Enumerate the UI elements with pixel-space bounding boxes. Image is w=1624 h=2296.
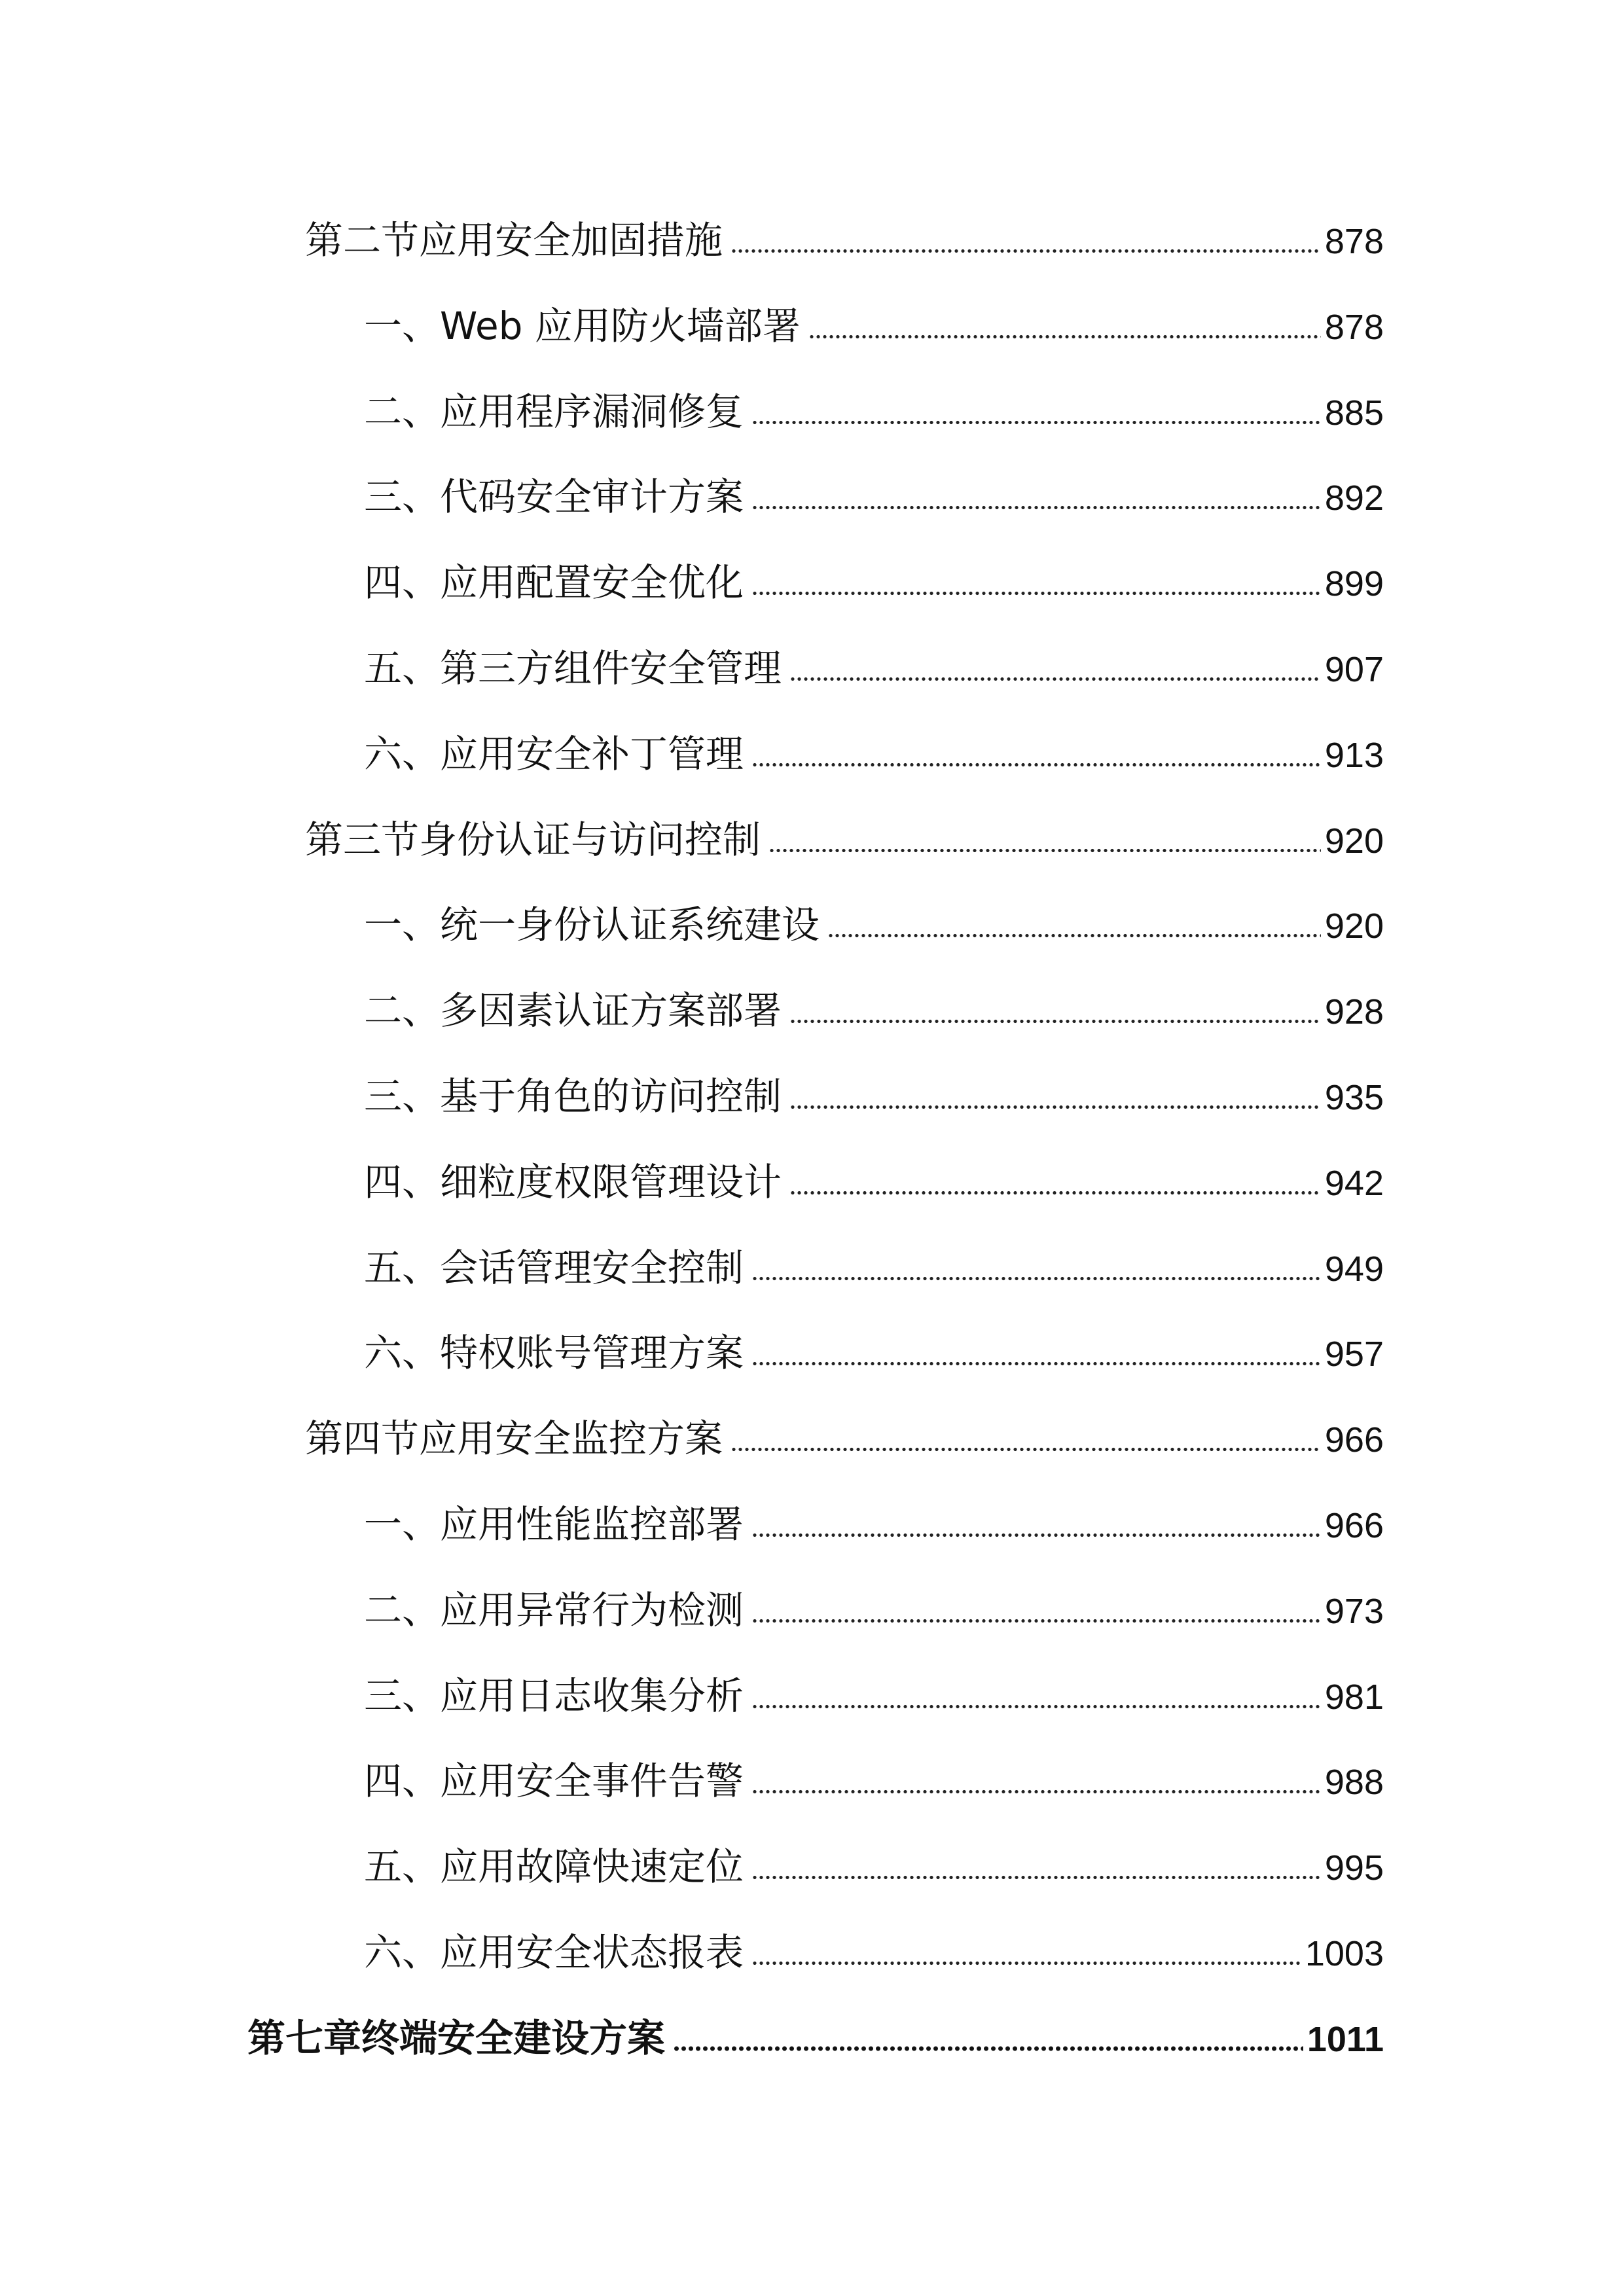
page-number: 907: [1324, 649, 1384, 689]
dot-leader: [751, 1961, 1301, 1965]
dot-leader: [751, 591, 1321, 596]
dot-leader: [827, 933, 1321, 938]
page-number: 1011: [1307, 2019, 1384, 2059]
toc-section-entry: [0, 1396, 1384, 1482]
page-number: 966: [1324, 1505, 1384, 1545]
toc-item-entry: [0, 1054, 1384, 1139]
toc-entry-title: 五、第三方组件安全管理: [364, 645, 782, 691]
toc-item-entry: [0, 1310, 1384, 1396]
toc-item-entry: [0, 1738, 1384, 1824]
dot-leader: [751, 1276, 1321, 1281]
dot-leader: [751, 505, 1321, 510]
toc-item-entry: [0, 968, 1384, 1054]
toc-entry-title: 四、应用配置安全优化: [364, 560, 744, 605]
toc-entry-title: 第二节应用安全加固措施: [305, 218, 723, 262]
dot-leader: [751, 1361, 1321, 1366]
page-number: 981: [1324, 1677, 1384, 1717]
dot-leader: [789, 677, 1321, 681]
toc-entry-title: 六、应用安全补丁管理: [364, 731, 744, 776]
dot-leader: [768, 848, 1321, 853]
dot-leader: [751, 1789, 1321, 1794]
dot-leader: [789, 1019, 1321, 1024]
dot-leader: [789, 1191, 1321, 1195]
toc-section-entry: [0, 797, 1384, 883]
dot-leader: [751, 1619, 1321, 1623]
toc-item-entry: [0, 882, 1384, 968]
dot-leader: [789, 1105, 1321, 1109]
page-number: 995: [1324, 1848, 1384, 1888]
page-number: 920: [1324, 906, 1384, 946]
page-number: 957: [1324, 1335, 1384, 1374]
toc-entry-title: 二、应用异常行为检测: [364, 1587, 744, 1632]
toc-item-entry: [0, 626, 1384, 711]
dot-leader: [731, 249, 1321, 253]
page-number: 928: [1324, 992, 1384, 1032]
toc-entry-title: 六、应用安全状态报表: [364, 1929, 744, 1975]
toc-entry-title: 三、代码安全审计方案: [364, 475, 744, 520]
table-of-contents: [0, 198, 1624, 2081]
toc-entry-title: 一、统一身份认证系统建设: [364, 903, 820, 948]
page-number: 878: [1324, 307, 1384, 347]
dot-leader: [751, 1875, 1321, 1880]
toc-item-entry: [0, 369, 1384, 455]
dot-leader: [731, 1447, 1321, 1452]
toc-entry-title: 二、应用程序漏洞修复: [364, 389, 744, 434]
toc-item-entry: [0, 283, 1384, 369]
page-number: 935: [1324, 1077, 1384, 1117]
page-number: 885: [1324, 393, 1384, 433]
toc-entry-title: 四、细粒度权限管理设计: [364, 1159, 782, 1204]
page-number: 949: [1324, 1249, 1384, 1289]
toc-entry-title: 五、应用故障快速定位: [364, 1844, 744, 1890]
dot-leader: [751, 420, 1321, 425]
toc-item-entry: [0, 1139, 1384, 1225]
toc-item-entry: [0, 711, 1384, 797]
toc-entry-title: 六、特权账号管理方案: [364, 1331, 744, 1376]
toc-entry-title: 三、应用日志收集分析: [364, 1673, 744, 1718]
toc-entry-title: 四、应用安全事件告警: [364, 1759, 744, 1804]
toc-item-entry: [0, 454, 1384, 540]
toc-chapter-entry: [0, 1996, 1384, 2081]
toc-item-entry: [0, 1568, 1384, 1653]
page-number: 913: [1324, 735, 1384, 775]
toc-entry-title: 第四节应用安全监控方案: [305, 1416, 723, 1462]
toc-item-entry: [0, 1482, 1384, 1568]
page-number: 1003: [1305, 1933, 1384, 1973]
toc-entry-title: 五、会话管理安全控制: [364, 1245, 744, 1290]
toc-item-entry: [0, 1910, 1384, 1996]
page-number: 988: [1324, 1763, 1384, 1803]
toc-item-entry: [0, 1824, 1384, 1910]
page-number: 966: [1324, 1420, 1384, 1460]
page-number: 942: [1324, 1163, 1384, 1203]
dot-leader: [751, 1704, 1321, 1709]
dot-leader: [751, 762, 1321, 767]
page-number: 899: [1324, 564, 1384, 604]
toc-entry-title: 一、应用性能监控部署: [364, 1501, 744, 1547]
toc-entry-title: 三、基于角色的访问控制: [364, 1073, 782, 1119]
dot-leader: [808, 334, 1321, 339]
dot-leader: [751, 1533, 1321, 1537]
toc-section-entry: [0, 198, 1384, 283]
dot-leader: [673, 2046, 1303, 2051]
page-number: 920: [1324, 821, 1384, 861]
toc-entry-title: 第七章终端安全建设方案: [247, 2015, 666, 2060]
toc-item-entry: [0, 1225, 1384, 1311]
page-number: 878: [1324, 222, 1384, 261]
page-number: 973: [1324, 1591, 1384, 1631]
toc-entry-title: 一、Web 应用防火墙部署: [364, 303, 801, 348]
toc-entry-title: 二、多因素认证方案部署: [364, 988, 782, 1033]
toc-item-entry: [0, 540, 1384, 626]
toc-item-entry: [0, 1653, 1384, 1739]
page-number: 892: [1324, 478, 1384, 518]
toc-entry-title: 第三节身份认证与访问控制: [305, 817, 761, 862]
